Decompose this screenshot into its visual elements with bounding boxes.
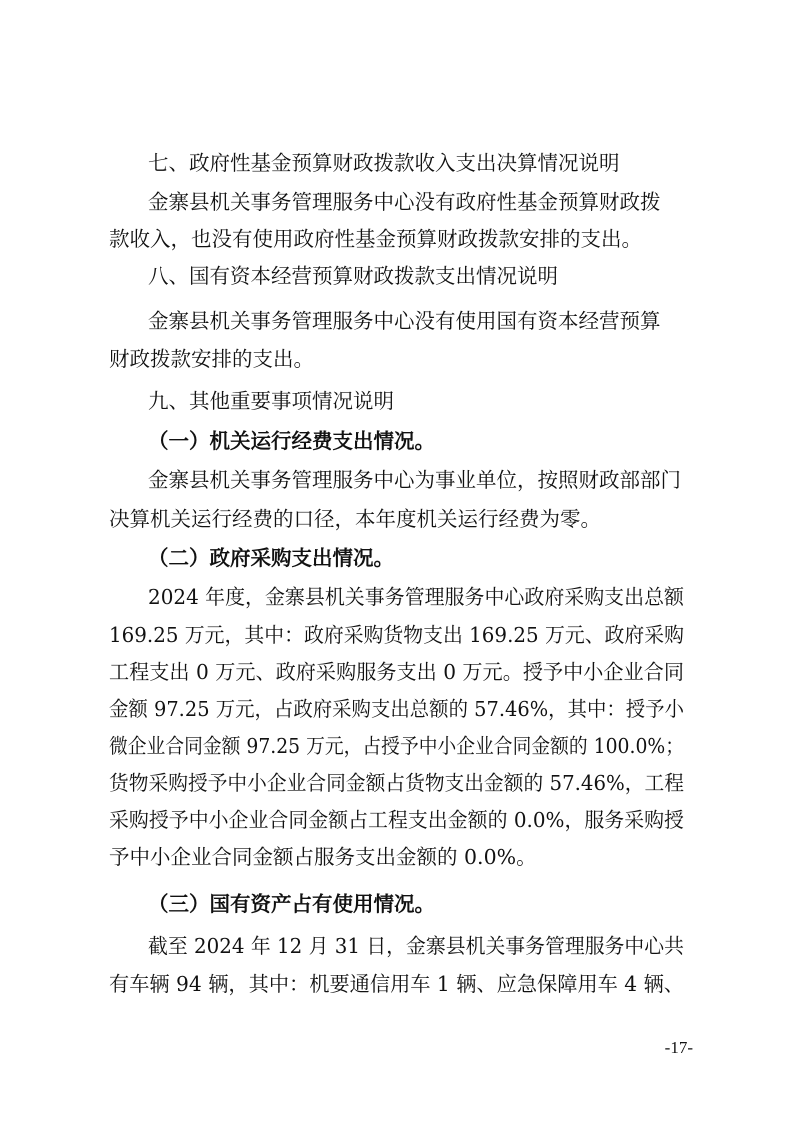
paragraph-line: 微企业合同金额 97.25 万元，占授予中小企业合同金额的 100.0%； [109,734,684,758]
page-number: -17- [664,1038,693,1057]
subsection-heading-2: （二）政府采购支出情况。 [148,546,394,570]
paragraph-line: 金寨县机关事务管理服务中心没有使用国有资本经营预算 [148,309,661,333]
paragraph-line: 采购授予中小企业合同金额占工程支出金额的 0.0%，服务采购授 [109,808,684,832]
paragraph-line: 财政拨款安排的支出。 [109,347,314,371]
paragraph-line: 款收入，也没有使用政府性基金预算财政拨款安排的支出。 [109,227,642,251]
paragraph-line: 2024 年度，金寨县机关事务管理服务中心政府采购支出总额 [148,585,684,609]
paragraph-line: 货物采购授予中小企业合同金额占货物支出金额的 57.46%，工程 [109,771,684,795]
paragraph-line: 决算机关运行经费的口径，本年度机关运行经费为零。 [109,507,601,531]
paragraph-line: 有车辆 94 辆，其中：机要通信用车 1 辆、应急保障用车 4 辆、 [109,972,684,996]
paragraph-line: 金寨县机关事务管理服务中心为事业单位，按照财政部部门 [148,468,681,492]
section-heading-8: 八、国有资本经营预算财政拨款支出情况说明 [148,264,558,288]
paragraph-line: 工程支出 0 万元、政府采购服务支出 0 万元。授予中小企业合同 [109,660,684,684]
paragraph-line: 169.25 万元，其中：政府采购货物支出 169.25 万元、政府采购 [109,623,684,647]
section-heading-9: 九、其他重要事项情况说明 [148,389,394,413]
paragraph-line: 截至 2024 年 12 月 31 日，金寨县机关事务管理服务中心共 [148,934,684,958]
subsection-heading-3: （三）国有资产占有使用情况。 [148,892,435,916]
paragraph-line: 予中小企业合同金额占服务支出金额的 0.0%。 [109,845,537,869]
section-heading-7: 七、政府性基金预算财政拨款收入支出决算情况说明 [148,151,620,175]
paragraph-line: 金额 97.25 万元，占政府采购支出总额的 57.46%，其中：授予小 [109,697,684,721]
subsection-heading-1: （一）机关运行经费支出情况。 [148,429,435,453]
paragraph-line: 金寨县机关事务管理服务中心没有政府性基金预算财政拨 [148,190,661,214]
